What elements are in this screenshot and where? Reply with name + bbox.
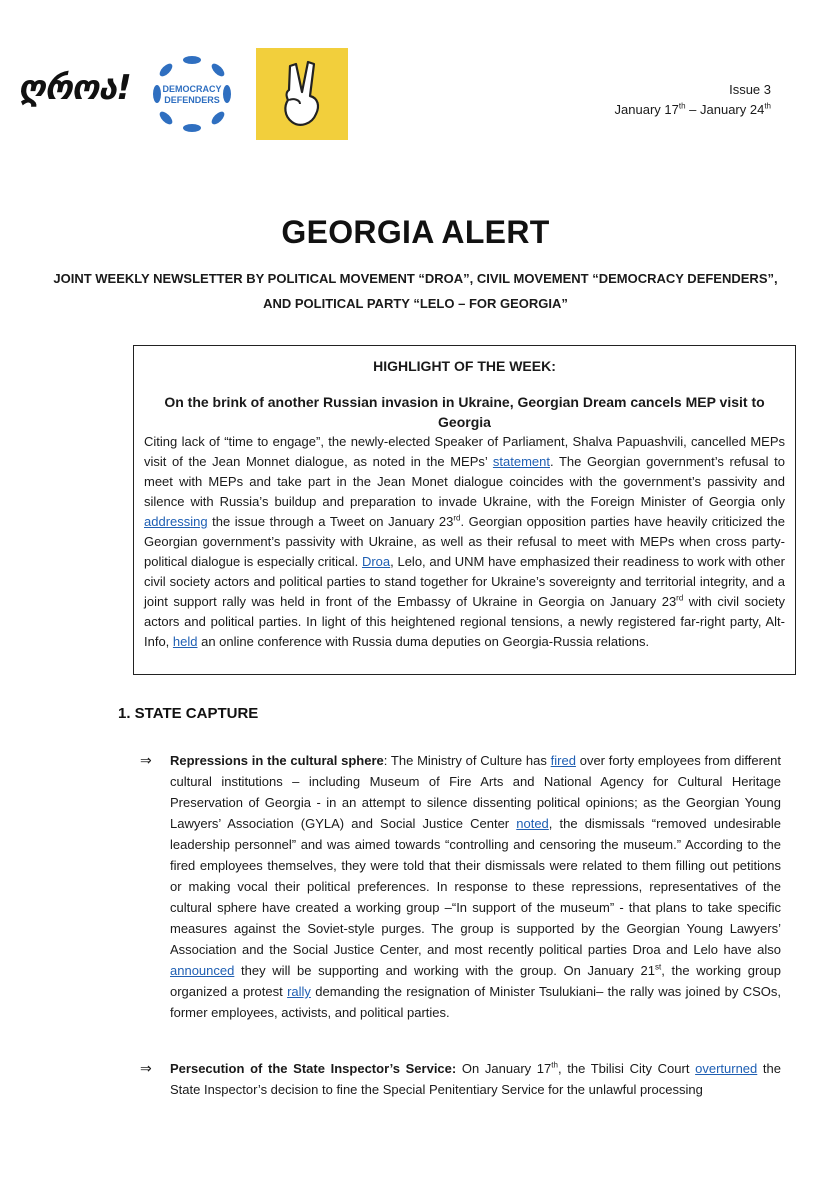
bullet-text (170, 750, 781, 1023)
highlight-heading: HIGHLIGHT OF THE WEEK: (373, 358, 556, 374)
issue-dates (615, 100, 771, 120)
b2-text-3: the State Inspector’s decision to fine the Special Penitentiary Service for the unlawful processing (170, 1061, 781, 1097)
bullet-state-inspector (140, 1058, 781, 1100)
hl-sup-2: rd (676, 593, 684, 603)
issue-info (615, 80, 771, 120)
peace-hand-icon (256, 48, 348, 140)
bullet-title: Persecution of the State Inspector’s Service: (170, 1061, 457, 1076)
lelo-logo (256, 48, 348, 140)
b1-text-5: , the working group organized a protest (170, 963, 781, 999)
b2-text-1: On January 17 (456, 1061, 552, 1076)
subtitle (30, 266, 801, 316)
page-title: GEORGIA ALERT (281, 214, 550, 250)
overturned-link[interactable]: overturned (695, 1061, 758, 1076)
arrow-icon: ⇒ (140, 752, 152, 768)
subtitle-line1: JOINT WEEKLY NEWSLETTER BY POLITICAL MOVEMENT “DROA”, CIVIL MOVEMENT “DEMOCRACY DEFENDERS”, (53, 271, 778, 286)
droa-logo-text: ღროა! (18, 68, 131, 108)
section-heading: 1. STATE CAPTURE (118, 705, 259, 722)
subtitle-line2: AND POLITICAL PARTY “LELO – FOR GEORGIA” (263, 296, 568, 311)
date-start: January 17 (614, 102, 679, 117)
dd-logo-line1: DEMOCRACY (162, 84, 222, 94)
b1-text-2: over forty employees from different cultural institutions – including Museum of Fire Arts and National Agency for Cultural Heritage Preservation of Georgia - in an attempt to silence dissenting political opinions; as the Georgian Young Lawyers’ Association (GYLA) and Social Justice Center (170, 753, 781, 831)
arrow-icon: ⇒ (140, 1060, 152, 1076)
hl-text-3: the issue through a Tweet on January 23 (207, 514, 454, 529)
droa-logo (18, 68, 131, 108)
b1-text-6: demanding the resignation of Minister Tsulukiani– the rally was joined by CSOs, former employees, activists, and political parties. (170, 984, 782, 1020)
b2-text-2: , the Tbilisi City Court (557, 1061, 696, 1076)
b1-text-1: : The Ministry of Culture has (383, 753, 551, 768)
announced-link[interactable]: announced (170, 963, 235, 978)
b1-sup: st (654, 962, 662, 972)
highlight-box (133, 345, 796, 675)
hl-text-5: , Lelo, and UNM have emphasized their readiness to work with other civil society actors and political parties to stand together for Ukraine’s sovereignty and territorial integrity, and a joint support rally was held in front of the Embassy of Ukraine in Georgia on January 23 (144, 554, 785, 609)
bullet-text (170, 1058, 781, 1100)
noted-link[interactable]: noted (516, 816, 549, 831)
highlight-paragraph (144, 432, 785, 652)
fired-link[interactable]: fired (550, 753, 576, 768)
b2-sup: th (551, 1060, 558, 1070)
democracy-defenders-logo (150, 52, 234, 136)
droa-link[interactable]: Droa (361, 554, 391, 569)
bullet-cultural-repressions (140, 750, 781, 1023)
addressing-link[interactable]: addressing (144, 514, 208, 529)
date-separator: – (685, 102, 700, 117)
rally-link[interactable]: rally (287, 984, 311, 999)
hl-text-2: . The Georgian government’s refusal to meet with MEPs and take part in the Jean Monet dialogue coincides with the government’s passivity and silence with Russia’s buildup and preparation to invade Ukraine, with the Foreign Minister of Georgia only (144, 454, 785, 509)
highlight-lead: On the brink of another Russian invasion in Ukraine, Georgian Dream cancels MEP visit to Georgia (164, 394, 765, 430)
statement-link[interactable]: statement (492, 454, 550, 469)
hl-text-4: . Georgian opposition parties have heavily criticized the Georgian government’s passivity with Ukraine, as well as their refusal to meet with MEPs when cross party-political dialogue is especially critical. (144, 514, 785, 569)
date-end: January 24 (700, 102, 765, 117)
issue-number: Issue 3 (729, 82, 771, 97)
date-end-sup: th (764, 101, 771, 111)
b1-text-4: they will be supporting and working with the group. On January 21 (234, 963, 655, 978)
dd-logo-line2: DEFENDERS (164, 95, 220, 105)
hl-sup-1: rd (453, 513, 461, 523)
held-link[interactable]: held (172, 634, 198, 649)
bullet-title: Repressions in the cultural sphere (170, 753, 384, 768)
date-start-sup: th (678, 101, 686, 111)
hl-text-1: Citing lack of “time to engage”, the newly-elected Speaker of Parliament, Shalva Papuashvili, cancelled MEPs visit of the Jean Monnet dialogue, as noted in the MEPs’ (144, 434, 785, 469)
hl-text-6: with civil society actors and political parties. In light of this heightened regional tensions, a newly registered far-right party, Alt-Info, (144, 594, 785, 649)
b1-text-3: , the dismissals “removed undesirable leadership personnel” and was aimed towards “controlling and censoring the museum.” According to the fired employees themselves, they were told that their dismissals were related to them filling out petitions or making vocal their political preferences. In response to these repressions, representatives of the cultural sphere have created a working group –“In support of the museum” - that plans to take specific measures against the Soviet-style purges. The group is supported by the Georgian Young Lawyers’ Association and the Social Justice Center, and most recently political parties Droa and Lelo have also (170, 816, 781, 957)
hl-text-7: an online conference with Russia duma deputies on Georgia-Russia relations. (197, 634, 650, 649)
